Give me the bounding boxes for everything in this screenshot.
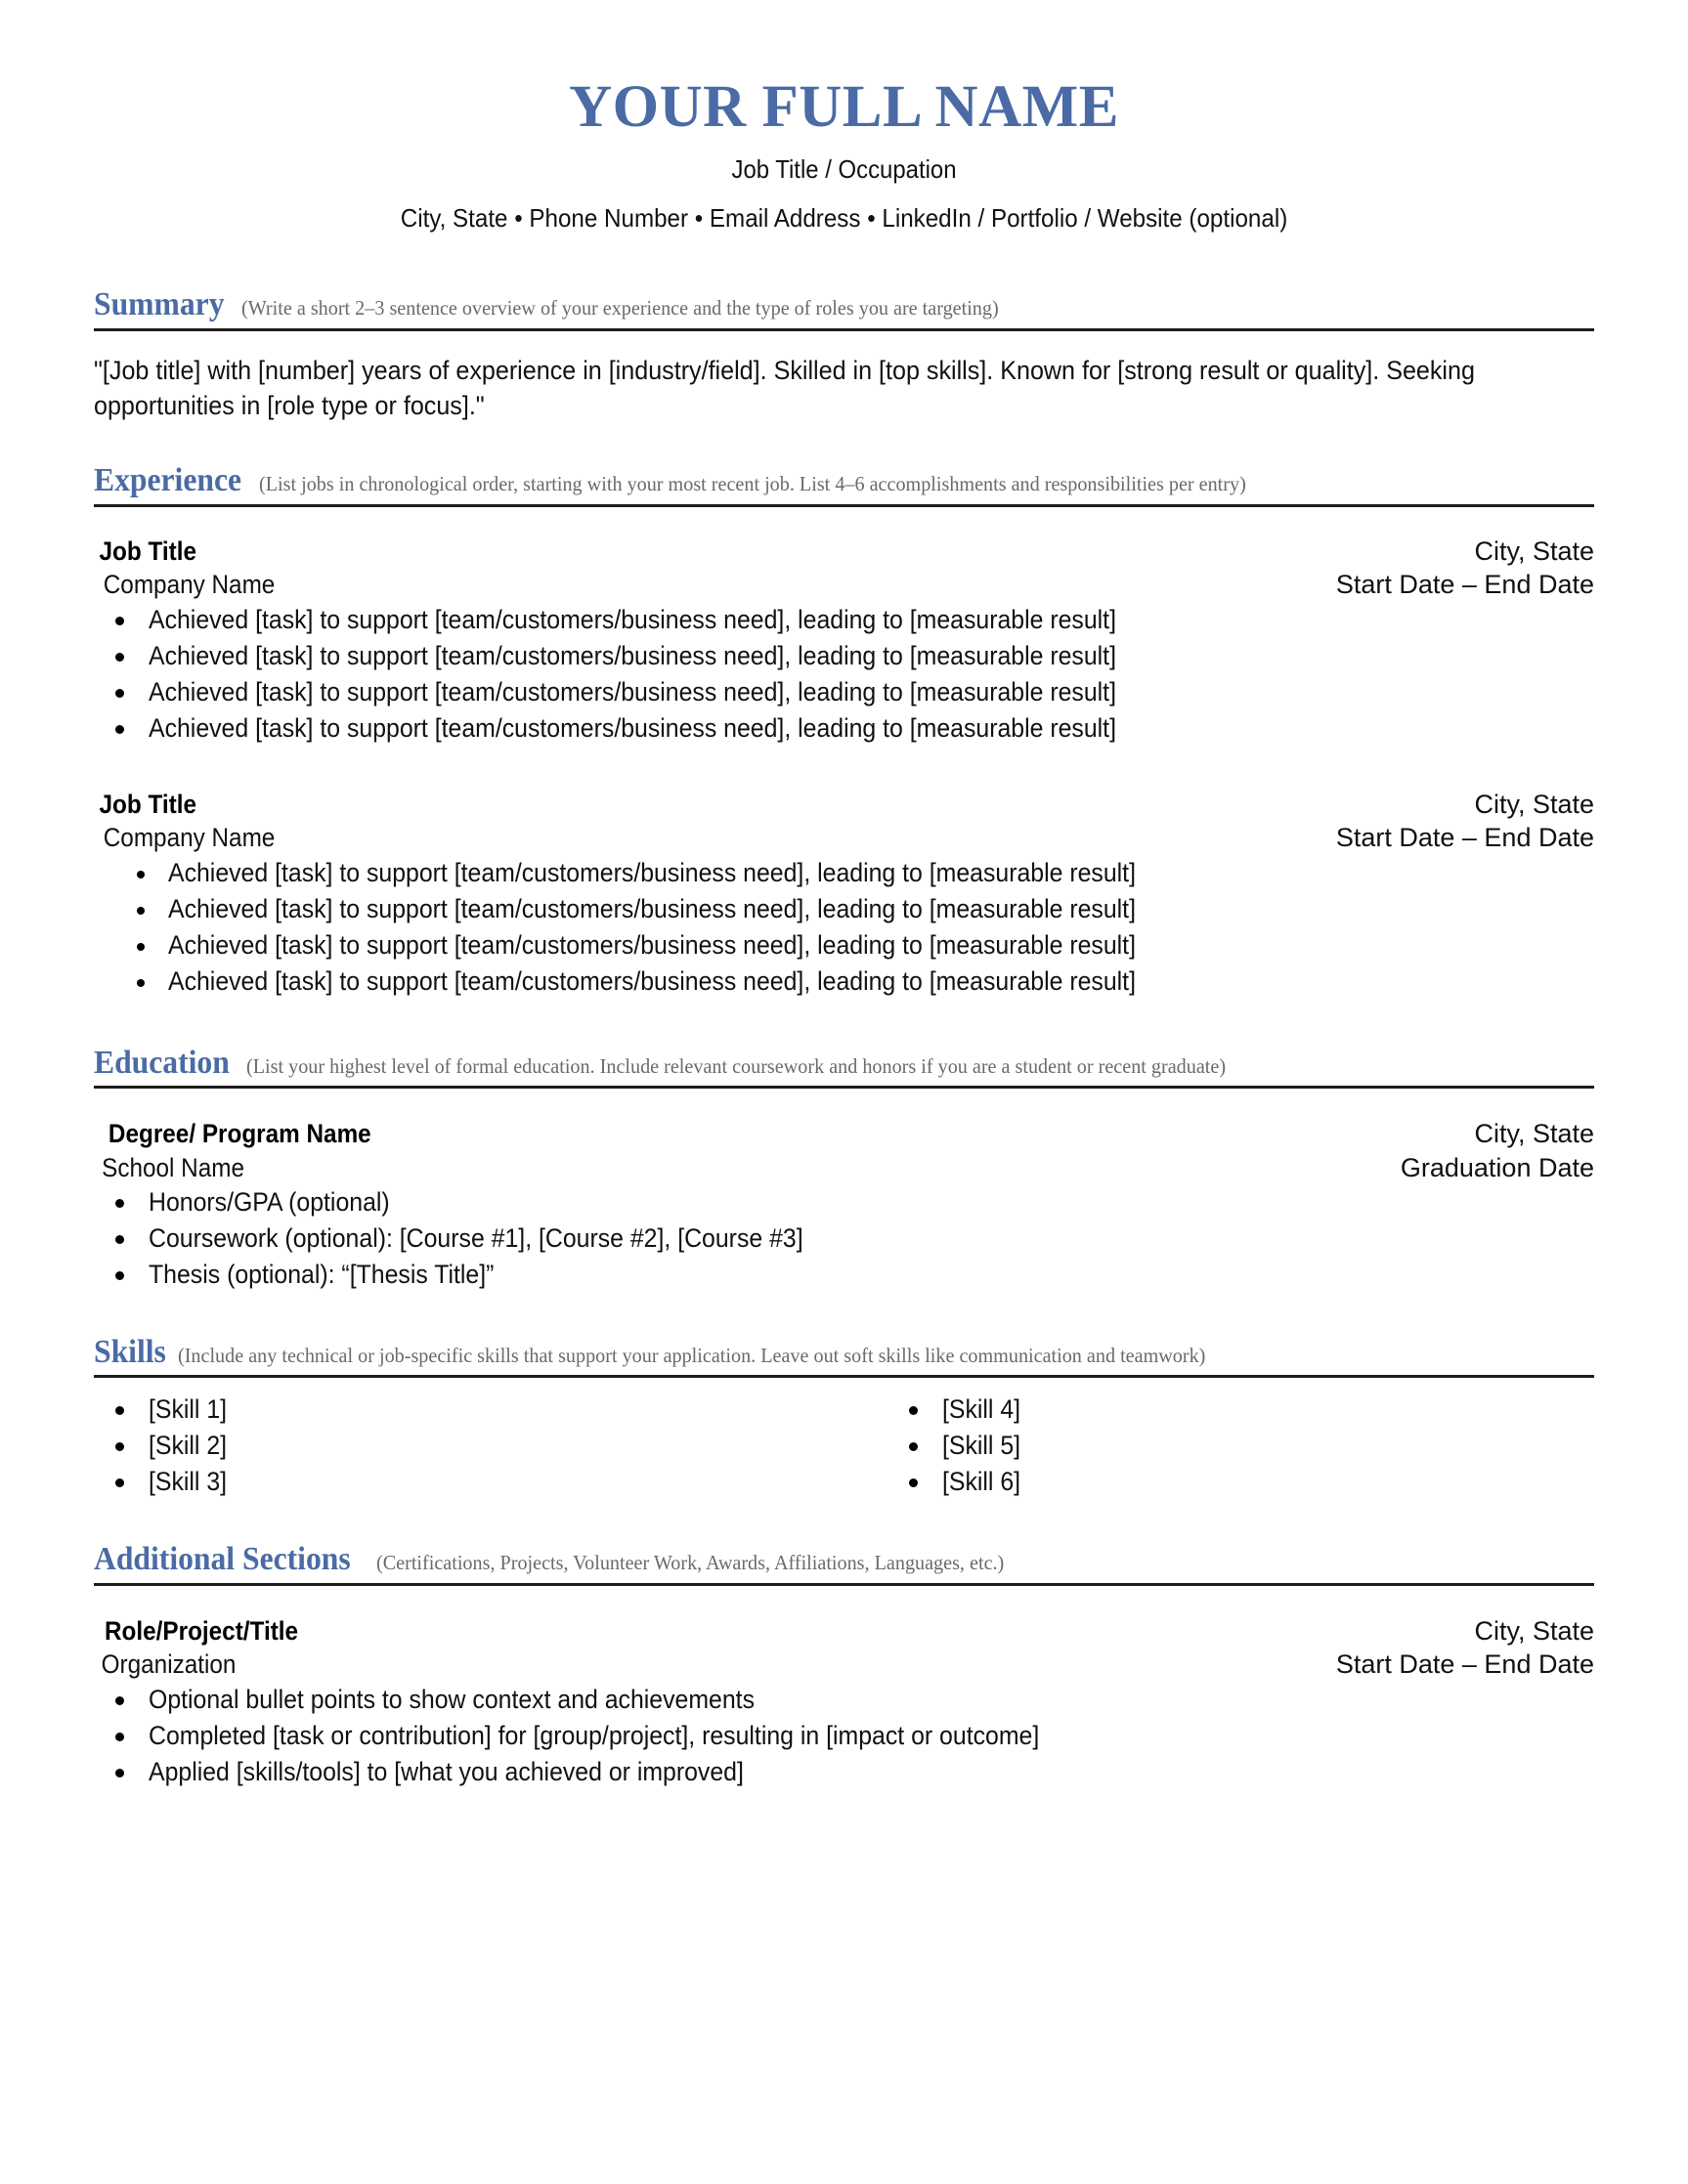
- bullet-text: Achieved [task] to support [team/customers/business need], leading to [measurable result]: [168, 965, 1136, 996]
- summary-body: "[Job title] with [number] years of experience in [industry/field]. Skilled in [top skills]. Known for [strong result or quality]. Seeking opportunities in [role type or focus].": [94, 355, 1475, 420]
- entry-title-row: [94, 1117, 1594, 1151]
- organization-location: City, State: [1474, 1615, 1594, 1646]
- skills-columns: [94, 1392, 1594, 1500]
- additional-dates: Start Date – End Date: [1335, 1649, 1594, 1680]
- section-divider: [94, 504, 1594, 507]
- school-name: School Name: [102, 1152, 244, 1182]
- list-item: [94, 1184, 1594, 1220]
- skills-column-left: [94, 1392, 844, 1500]
- skill-text: [Skill 1]: [149, 1394, 228, 1425]
- job-dates: Start Date – End Date: [1335, 823, 1594, 853]
- job-location: City, State: [1474, 789, 1594, 819]
- section-header-additional: [94, 1541, 1594, 1577]
- list-item: [94, 710, 1594, 747]
- job-dates: Start Date – End Date: [1335, 570, 1594, 600]
- section-hint-education: (List your highest level of formal education. Include relevant coursework and honors if you are a student or recent graduate): [246, 1053, 1227, 1078]
- contact-line: City, State • Phone Number • Email Address • LinkedIn / Portfolio / Website (optional): [400, 203, 1288, 234]
- entry-company-row: [94, 821, 1594, 855]
- additional-bullet-list: [94, 1682, 1594, 1790]
- section-summary: [94, 286, 1594, 423]
- section-header-education: [94, 1045, 1594, 1081]
- list-item: [94, 1464, 844, 1500]
- list-item: [94, 674, 1594, 710]
- section-experience: [94, 462, 1594, 999]
- bullet-text: Achieved [task] to support [team/customers/business need], leading to [measurable result]: [168, 893, 1136, 923]
- skill-text: [Skill 6]: [941, 1467, 1020, 1497]
- entry-organization-row: [94, 1648, 1594, 1682]
- list-item: [94, 1682, 1594, 1718]
- education-entry: [94, 1117, 1594, 1293]
- skill-text: [Skill 5]: [941, 1431, 1020, 1461]
- entry-title-row: [94, 788, 1594, 822]
- section-hint-skills: (Include any technical or job-specific skills that support your application. Leave out soft skills like communication and teamwork): [178, 1344, 1206, 1368]
- section-header-summary: [94, 286, 1594, 322]
- section-divider: [94, 1375, 1594, 1378]
- section-title-summary: Summary: [94, 286, 225, 323]
- section-title-skills: Skills: [94, 1334, 166, 1371]
- bullet-text: Optional bullet points to show context and achievements: [149, 1684, 755, 1714]
- list-item: [887, 1392, 1595, 1428]
- skills-list: [887, 1392, 1595, 1500]
- entry-title-row: [94, 1614, 1594, 1649]
- bullet-text: Coursework (optional): [Course #1], [Course #2], [Course #3]: [149, 1223, 803, 1254]
- resume-header: [94, 76, 1594, 234]
- bullet-text: Achieved [task] to support [team/customers/business need], leading to [measurable result]: [149, 640, 1116, 670]
- additional-entry: [94, 1614, 1594, 1790]
- list-item: [94, 1754, 1594, 1790]
- section-hint-additional: (Certifications, Projects, Volunteer Work, Awards, Affiliations, Languages, etc.): [376, 1551, 1005, 1575]
- job-title: Job Title: [99, 535, 197, 566]
- list-item: [94, 602, 1594, 638]
- school-location: City, State: [1474, 1119, 1594, 1148]
- graduation-date: Graduation Date: [1400, 1152, 1594, 1182]
- job-bullet-list: [94, 602, 1594, 747]
- list-item: [887, 1428, 1595, 1464]
- entry-title-row: [94, 535, 1594, 569]
- section-header-experience: [94, 462, 1594, 498]
- entry-school-row: [94, 1151, 1594, 1185]
- list-item: [94, 1392, 844, 1428]
- full-name: YOUR FULL NAME: [569, 74, 1119, 140]
- list-item: [94, 927, 1594, 964]
- degree-name: Degree/ Program Name: [108, 1119, 371, 1148]
- list-item: [94, 964, 1594, 1000]
- section-skills: [94, 1334, 1594, 1500]
- list-item: [94, 638, 1594, 674]
- organization-name: Organization: [101, 1649, 237, 1680]
- list-item: [887, 1464, 1595, 1500]
- section-hint-summary: (Write a short 2–3 sentence overview of your experience and the type of roles you are targeting): [240, 296, 999, 321]
- skill-text: [Skill 2]: [149, 1431, 228, 1461]
- bullet-text: Completed [task or contribution] for [group/project], resulting in [impact or outcome]: [149, 1720, 1040, 1750]
- experience-entry: [94, 535, 1594, 747]
- section-divider: [94, 1086, 1594, 1089]
- skill-text: [Skill 4]: [941, 1394, 1020, 1425]
- section-title-additional: Additional Sections: [94, 1541, 351, 1578]
- section-divider: [94, 328, 1594, 331]
- bullet-text: Achieved [task] to support [team/customers/business need], leading to [measurable result]: [149, 676, 1116, 707]
- list-item: [94, 855, 1594, 891]
- company-name: Company Name: [103, 823, 276, 853]
- job-title-occupation: Job Title / Occupation: [731, 154, 957, 185]
- education-bullet-list: [94, 1184, 1594, 1293]
- entry-company-row: [94, 568, 1594, 602]
- experience-entry: [94, 788, 1594, 1000]
- section-education: [94, 1045, 1594, 1293]
- list-item: [94, 891, 1594, 927]
- bullet-text: Achieved [task] to support [team/customers/business need], leading to [measurable result]: [149, 604, 1116, 634]
- bullet-text: Thesis (optional): “[Thesis Title]”: [149, 1260, 495, 1290]
- section-hint-experience: (List jobs in chronological order, starting with your most recent job. List 4–6 accomplishments and responsibilities per entry): [259, 472, 1247, 496]
- bullet-text: Applied [skills/tools] to [what you achieved or improved]: [149, 1756, 744, 1786]
- job-title: Job Title: [99, 789, 197, 819]
- section-title-education: Education: [94, 1044, 230, 1081]
- role-project-title: Role/Project/Title: [105, 1615, 299, 1646]
- job-location: City, State: [1474, 535, 1594, 566]
- company-name: Company Name: [103, 570, 276, 600]
- skills-list: [94, 1392, 844, 1500]
- bullet-text: Achieved [task] to support [team/customers/business need], leading to [measurable result]: [149, 712, 1116, 743]
- job-bullet-list: [94, 855, 1594, 1000]
- list-item: [94, 1220, 1594, 1257]
- bullet-text: Achieved [task] to support [team/customers/business need], leading to [measurable result]: [168, 857, 1136, 887]
- section-header-skills: [94, 1334, 1594, 1370]
- skill-text: [Skill 3]: [149, 1467, 228, 1497]
- section-divider: [94, 1583, 1594, 1586]
- skills-column-right: [844, 1392, 1595, 1500]
- section-additional: [94, 1541, 1594, 1789]
- list-item: [94, 1718, 1594, 1754]
- bullet-text: Achieved [task] to support [team/customers/business need], leading to [measurable result]: [168, 929, 1136, 960]
- bullet-text: Honors/GPA (optional): [149, 1187, 390, 1218]
- section-title-experience: Experience: [94, 462, 242, 499]
- list-item: [94, 1428, 844, 1464]
- list-item: [94, 1257, 1594, 1293]
